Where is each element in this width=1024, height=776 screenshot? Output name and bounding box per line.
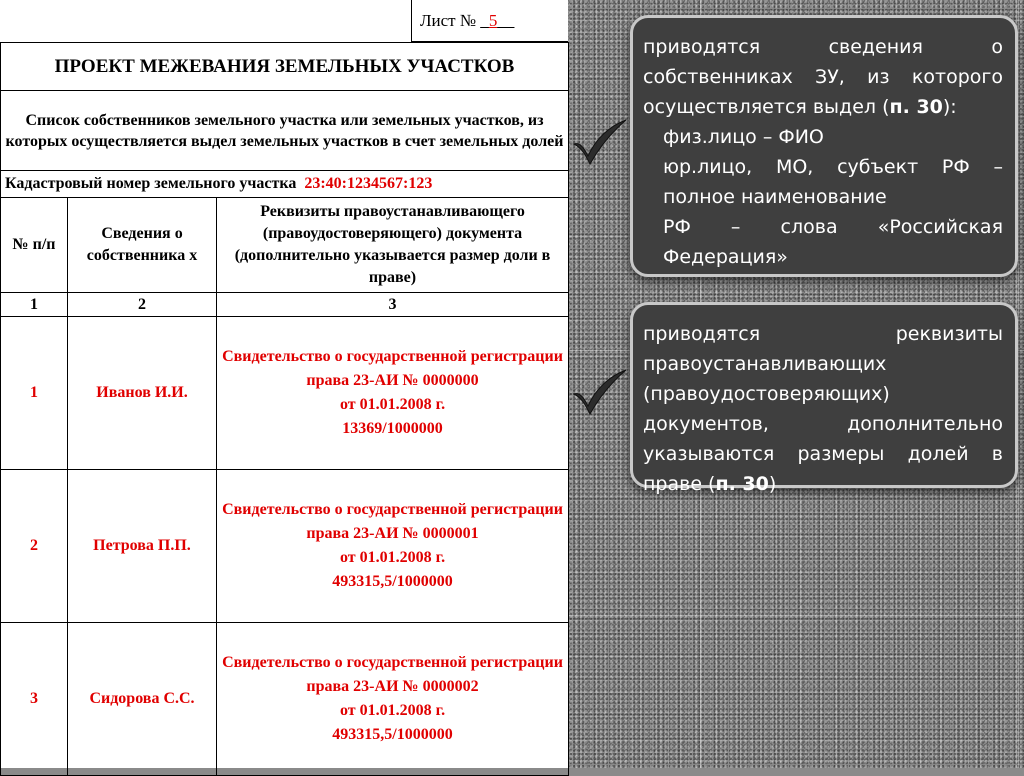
owners-info-callout: приводятся сведения о собственниках ЗУ, из которого осуществляется выдел (п. 30): физ.лицо – ФИО юр.лицо, МО, субъект РФ – полное наименование РФ – слова «Российская Федерация» [630, 15, 1018, 277]
owner-name: Иванов И.И. [68, 317, 217, 470]
sheet-label: Лист № [420, 11, 481, 30]
col-header-owner: Сведения о собственника х [68, 198, 217, 293]
checkmark-icon [570, 118, 630, 168]
col-header-document: Реквизиты правоустанавливающего (правоудостоверяющего) документа (дополнительно указывается размер доли в праве) [217, 198, 569, 293]
grid-line [1018, 0, 1019, 768]
checkmark-icon [570, 368, 630, 418]
col-header-number: № п/п [1, 198, 68, 293]
owner-document: Свидетельство о государственной регистрации права 23-АИ № 0000000 от 01.01.2008 г. 13369/1000000 [217, 317, 569, 470]
table-row [1, 470, 569, 623]
cadastral-row [1, 171, 569, 198]
row-number: 3 [1, 623, 68, 776]
row-number: 1 [1, 317, 68, 470]
callout-line: РФ – слова «Российская Федерация» [663, 216, 1003, 268]
doc-subtitle: Список собственников земельного участка или земельных участков, из которых осуществляется выдел земельных участков в счет земельных долей [1, 91, 569, 171]
callout-line: физ.лицо – ФИО [663, 126, 824, 148]
cadastral-value: 23:40:1234567:123 [304, 175, 433, 192]
sheet-tail: __ [497, 11, 515, 30]
cadastral-label: Кадастровый номер земельного участка [5, 175, 297, 192]
doc-title: ПРОЕКТ МЕЖЕВАНИЯ ЗЕМЕЛЬНЫХ УЧАСТКОВ [1, 43, 569, 91]
sheet-number-box: Лист № _5__ [411, 0, 568, 42]
documents-info-callout: приводятся реквизиты правоустанавливающих (правоудостоверяющих) документов, дополнительно указываются размеры долей в праве (п. 30) [630, 302, 1018, 488]
owner-name: Сидорова С.С. [68, 623, 217, 776]
col-number: 3 [217, 293, 569, 317]
sheet-number: 5 [488, 11, 498, 30]
owner-document: Свидетельство о государственной регистрации права 23-АИ № 0000001 от 01.01.2008 г. 493315,5/1000000 [217, 470, 569, 623]
owner-document: Свидетельство о государственной регистрации права 23-АИ № 0000002 от 01.01.2008 г. 493315,5/1000000 [217, 623, 569, 776]
col-number: 2 [68, 293, 217, 317]
table-row [1, 317, 569, 470]
owner-name: Петрова П.П. [68, 470, 217, 623]
callout-line: юр.лицо, МО, субъект РФ – полное наименование [663, 156, 1003, 208]
table-row [1, 623, 569, 776]
row-number: 2 [1, 470, 68, 623]
owners-table [0, 42, 569, 776]
col-number: 1 [1, 293, 68, 317]
